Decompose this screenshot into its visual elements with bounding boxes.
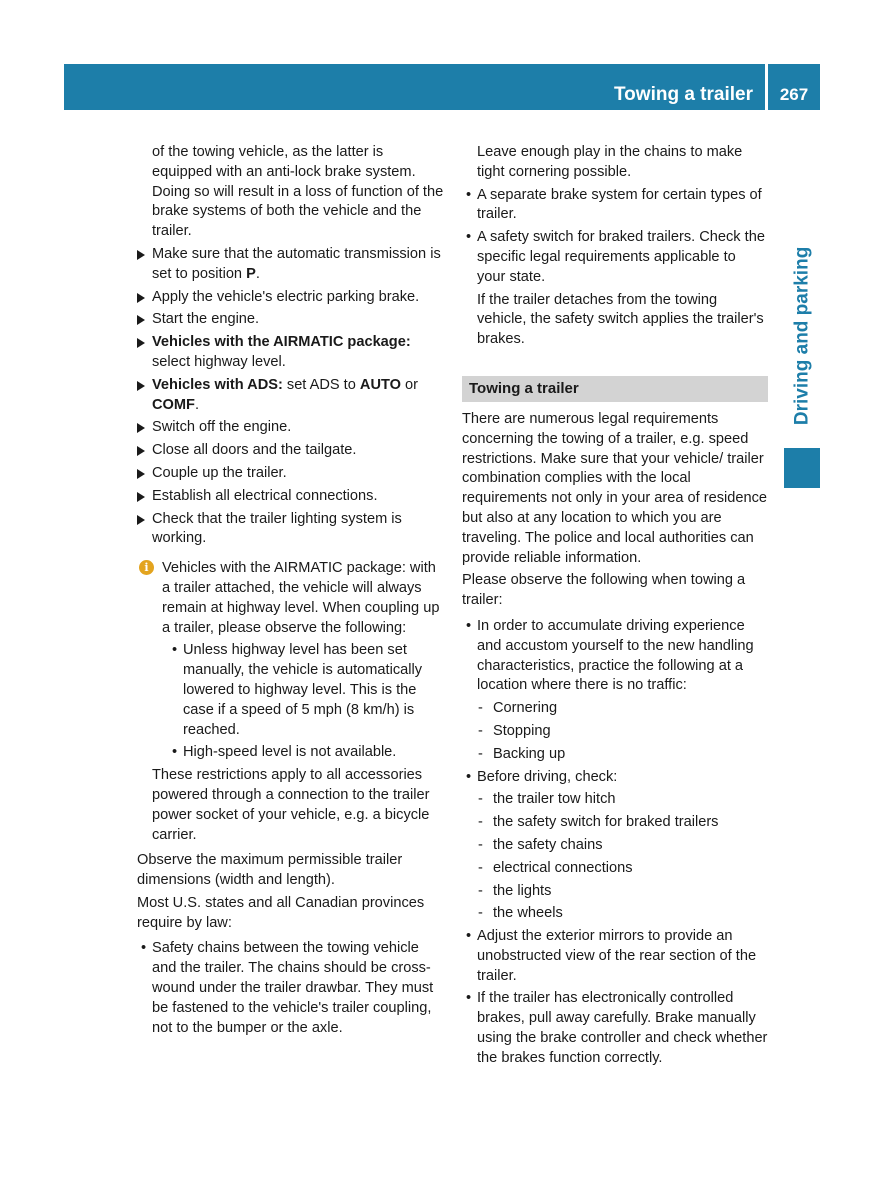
bullet-text: High-speed level is not available. (183, 744, 397, 761)
bullet-text: If the trailer has electronically controlled brakes, pull away carefully. Brake manually using the brake controller and check whether the brakes function correctly. (477, 990, 768, 1066)
page-number (768, 64, 820, 110)
step-end: . (255, 265, 260, 282)
bullet-text: Unless highway level has been set manually, the vehicle is automatically lowered to highway level. This is the case if a speed of 5 mph (8 km/h) is reached. (183, 642, 423, 738)
continuation-text: of the towing vehicle, as the latter is equipped with an anti-lock brake system. Doing so will result in a loss of function of the brake systems of both the vehicle and the trailer. (152, 144, 444, 240)
step-item (137, 441, 445, 461)
step-arrow-icon (137, 315, 145, 325)
bullet-dot-icon: • (141, 940, 147, 957)
step-arrow-icon (137, 515, 145, 525)
step-item (137, 464, 445, 484)
dash-icon: - (478, 882, 483, 899)
bullet-dot-icon: • (466, 928, 472, 945)
step-end: . (194, 396, 200, 413)
bullet-dot-icon: • (466, 186, 472, 203)
step-item (137, 418, 445, 438)
sub-item (462, 882, 768, 902)
sub-item-text: Stopping (493, 722, 551, 739)
step-item (137, 310, 445, 330)
sub-item (462, 859, 768, 879)
info-bullet (168, 743, 445, 763)
info-restrictions: These restrictions apply to all accessories powered through a connection to the trailer power socket of your vehicle, e.g. a bicycle carrier. (152, 767, 430, 843)
dash-icon: - (478, 791, 483, 808)
page-number-text: 267 (779, 85, 809, 105)
sub-item (462, 904, 768, 924)
bullet-dot-icon: • (466, 229, 472, 246)
step-text: Switch off the engine. (152, 419, 292, 436)
side-tab (784, 236, 820, 436)
step-text: Couple up the trailer. (152, 464, 287, 481)
sub-item-text: Backing up (493, 745, 566, 762)
tip-bullet (462, 617, 768, 696)
bullet-text: A separate brake system for certain types of trailer. (477, 186, 762, 223)
step-text: Check that the trailer lighting system is working. (152, 510, 402, 547)
sub-item-text: electrical connections (493, 859, 633, 876)
states-text: Most U.S. states and all Canadian provinces require by law: (137, 894, 425, 931)
dash-icon: - (478, 905, 483, 922)
sub-item (462, 790, 768, 810)
dash-icon: - (478, 745, 483, 762)
law-bullet (462, 186, 768, 226)
step-bold: AUTO (359, 376, 401, 393)
law-bullet (462, 228, 768, 287)
step-text: set ADS to (282, 376, 360, 393)
tip-bullet (462, 927, 768, 986)
step-arrow-icon (137, 492, 145, 502)
dash-icon: - (478, 700, 483, 717)
step-bold: P (246, 265, 256, 282)
sub-item-text: the safety chains (493, 836, 603, 853)
dash-icon: - (478, 814, 483, 831)
step-bold: Vehicles with ADS: (152, 376, 283, 393)
bullet-text: Before driving, check: (477, 768, 618, 785)
bullet-text: Safety chains between the towing vehicle and the trailer. The chains should be cross-wound under the trailer drawbar. They must be fastened to the vehicle's trailer coupling, not to the bumper or the axle. (152, 940, 434, 1036)
sub-item-text: the lights (493, 882, 552, 899)
sub-item (462, 699, 768, 719)
bullet-text: A safety switch for braked trailers. Check the specific legal requirements applicable to your state. (477, 229, 765, 285)
dimensions-text: Observe the maximum permissible trailer dimensions (width and length). (137, 852, 403, 889)
step-arrow-icon (137, 338, 145, 348)
left-column (137, 143, 445, 1041)
step-item (137, 376, 445, 416)
sub-item (462, 722, 768, 742)
observe-text: Please observe the following when towing a trailer: (462, 572, 746, 609)
step-item (137, 510, 445, 550)
sub-item (462, 745, 768, 765)
intro-text: There are numerous legal requirements concerning the towing of a trailer, e.g. speed restrictions. Make sure that your vehicle/ trailer combination complies with the local requirements not only in your area of residence but also at any location to which you are traveling. The police and local authorities can provide reliable information. (462, 410, 768, 566)
step-text: Make sure that the automatic transmission is set to position (152, 245, 441, 282)
step-bold: COMF (152, 396, 195, 413)
step-text: Establish all electrical connections. (152, 487, 378, 504)
bullet-dot-icon: • (466, 768, 472, 785)
step-arrow-icon (137, 469, 145, 479)
step-arrow-icon (137, 293, 145, 303)
sub-item (462, 813, 768, 833)
bullet-text: In order to accumulate driving experience and accustom yourself to the new handling characteristics, practice the following at a location where there is no traffic: (477, 617, 754, 694)
sub-item-text: the wheels (493, 905, 563, 922)
bullet-text: Adjust the exterior mirrors to provide an unobstructed view of the rear section of the trailer. (477, 928, 757, 984)
bullet-dot-icon: • (172, 642, 178, 659)
tip-bullet (462, 989, 768, 1068)
step-item (137, 487, 445, 507)
dash-icon: - (478, 836, 483, 853)
step-text: Apply the vehicle's electric parking brake. (152, 288, 420, 305)
dash-icon: - (478, 722, 483, 739)
switch-note: If the trailer detaches from the towing vehicle, the safety switch applies the trailer's brakes. (477, 291, 764, 348)
step-bold: Vehicles with the AIRMATIC package: (152, 334, 411, 351)
step-arrow-icon (137, 381, 145, 391)
step-arrow-icon (137, 250, 145, 260)
tip-bullet (462, 768, 768, 788)
sub-item-text: Cornering (493, 700, 558, 717)
side-tab-marker (784, 448, 820, 488)
info-icon: i (139, 560, 154, 575)
bullet-dot-icon: • (466, 617, 472, 634)
chains-note: Leave enough play in the chains to make tight cornering possible. (477, 144, 743, 180)
step-item (137, 333, 445, 373)
dash-icon: - (478, 859, 483, 876)
sub-item-text: the trailer tow hitch (493, 791, 616, 808)
section-heading: Towing a trailer (462, 376, 768, 402)
right-column (462, 143, 768, 1072)
sub-item (462, 836, 768, 856)
info-note (137, 559, 445, 845)
header-title: Towing a trailer (613, 84, 753, 106)
step-text: Close all doors and the tailgate. (152, 442, 357, 459)
step-arrow-icon (137, 446, 145, 456)
step-text: Start the engine. (152, 311, 260, 328)
header-bar (64, 64, 765, 110)
step-text: select highway level. (152, 353, 286, 370)
step-arrow-icon (137, 423, 145, 433)
step-item (137, 245, 445, 285)
bullet-dot-icon: • (466, 990, 472, 1007)
side-tab-label: Driving and parking (791, 246, 813, 426)
law-bullet (137, 939, 445, 1038)
bullet-dot-icon: • (172, 744, 178, 761)
step-end: or (401, 376, 419, 393)
sub-item-text: the safety switch for braked trailers (493, 814, 719, 831)
step-item (137, 288, 445, 308)
info-intro: Vehicles with the AIRMATIC package: with a trailer attached, the vehicle will always remain at highway level. When coupling up a trailer, please observe the following: (162, 560, 440, 636)
info-bullet (168, 641, 445, 740)
